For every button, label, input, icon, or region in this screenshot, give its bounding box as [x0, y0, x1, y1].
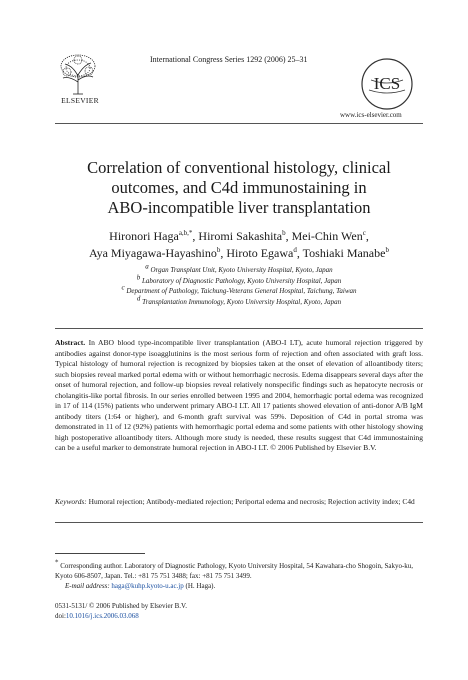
affiliation-mark: b	[136, 273, 141, 282]
affiliation-mark: d	[136, 294, 141, 303]
author-sup: b	[385, 246, 389, 254]
affiliation-list	[55, 262, 423, 307]
author-name: Toshiaki Manabe	[302, 246, 386, 260]
doi-prefix: doi:	[55, 612, 66, 620]
title-line: Correlation of conventional histology, clinical	[87, 158, 391, 177]
affiliation-line	[55, 262, 423, 276]
footnote-rule	[55, 553, 145, 554]
title-line: outcomes, and C4d immunostaining in	[111, 178, 367, 197]
author-name: Mei-Chin Wen	[291, 229, 363, 243]
title-line: ABO-incompatible liver transplantation	[107, 198, 371, 217]
email-suffix: (H. Haga).	[185, 582, 216, 590]
article-title	[55, 158, 423, 218]
ics-logo-text: ICS	[373, 74, 401, 93]
keywords	[55, 497, 423, 508]
author-list: Hironori Haga$^{a,b,*}$, Hiromi Sakashita$^b$, Mei-Chin Wen$^c$, Aya Miyagawa-Hayashino$^b$, Hiroto Egawa$^d$, Toshiaki Manabe$^b$	[89, 229, 389, 260]
abstract-bottom-rule	[55, 522, 423, 523]
affiliation-text: Department of Pathology, Taichung-Veterans General Hospital, Taichung, Taiwan	[126, 287, 357, 295]
doi-link[interactable]: 10.1016/j.ics.2006.03.068	[65, 612, 139, 620]
affiliation-line	[55, 283, 423, 297]
abstract	[55, 338, 423, 454]
header-rule	[55, 123, 423, 124]
corresponding-author-footnote	[55, 558, 423, 591]
author-sup: d	[293, 246, 297, 254]
affiliation-text: Laboratory of Diagnostic Pathology, Kyoto University Hospital, Japan	[141, 276, 342, 285]
author-name: Hiromi Sakashita	[198, 229, 283, 243]
author-sup: a,b,*	[178, 229, 193, 237]
email-label: E-mail address:	[65, 582, 110, 590]
footnote-mark: *	[55, 558, 59, 567]
affiliation-line	[55, 273, 423, 287]
journal-url[interactable]: www.ics-elsevier.com	[340, 111, 402, 119]
author-name: Hiroto Egawa	[226, 246, 294, 260]
affiliation-line	[55, 294, 423, 308]
keywords-label: Keywords:	[55, 497, 87, 506]
affiliation-text: Transplantation Immunology, Kyoto University Hospital, Kyoto, Japan	[142, 297, 342, 306]
abstract-top-rule	[55, 328, 423, 329]
copyright-line: 0531-5131/ © 2006 Published by Elsevier B.V.	[55, 602, 187, 610]
abstract-label: Abstract.	[55, 338, 86, 347]
imprint	[55, 601, 187, 621]
abstract-text: In ABO blood type-incompatible liver transplantation (ABO-I LT), acute humoral rejection triggered by antibodies against donor-type isoagglutinins is the most serious form of rejection and often associated with graft loss. Typical histology of humoral rejection is recognized by biopsies taken at the onset of elevation of alloantibody titers; such biopsies reveal marked portal edema with or without hemorrhagic necrosis. Edema disappears several days after the onset of humoral rejection, and follow-up biopsies reveal relatively nonspecific findings such as hepatocyte necrosis or cholangitis-like portal fibrosis. In our series enrolled between 1995 and 2004, hemorrhagic portal edema was recognized in 17 of 114 (15%) patients who underwent primary ABO-I LT. All 17 patients showed elevation of anti-donor A/B IgM antibody titers (1:64 or higher), and 6-month graft survival was 59%. Deposition of C4d in portal stroma was demonstrated in 11 of 12 (92%) patients with hemorrhagic portal edema and some patients with other histology showing high postoperative alloantibody titers. Although more study is needed, these results suggest that C4d immunostaining can be a useful marker to demonstrate humoral rejection in ABO-I LT. © 2006 Published by Elsevier B.V.	[55, 338, 423, 452]
footnote-text: Corresponding author. Laboratory of Diagnostic Pathology, Kyoto University Hospital, 54 Kawahara-cho Shogoin, Sakyo-ku, Kyoto 606-8507, Japan. Tel.: +81 75 751 3488; fax: +81 75 751 3499.	[55, 562, 414, 580]
journal-citation: International Congress Series 1292 (2006) 25–31	[150, 55, 308, 64]
author-name: Hironori Haga	[109, 229, 179, 243]
affiliation-mark: a	[145, 262, 149, 271]
affiliation-text: Organ Transplant Unit, Kyoto University Hospital, Kyoto, Japan	[150, 266, 333, 274]
author-sup: b	[282, 229, 286, 237]
affiliation-mark: c	[121, 283, 125, 292]
author-sup: b	[216, 246, 221, 254]
keywords-text: Humoral rejection; Antibody-mediated rejection; Periportal edema and necrosis; Rejection activity index; C4d	[88, 497, 415, 506]
ics-logo	[359, 56, 415, 112]
publisher-name: ELSEVIER	[61, 96, 99, 105]
author-name: Aya Miyagawa-Hayashino	[89, 246, 217, 260]
email-link[interactable]: haga@kuhp.kyoto-u.ac.jp	[111, 582, 184, 590]
author-sup: c	[362, 229, 366, 237]
